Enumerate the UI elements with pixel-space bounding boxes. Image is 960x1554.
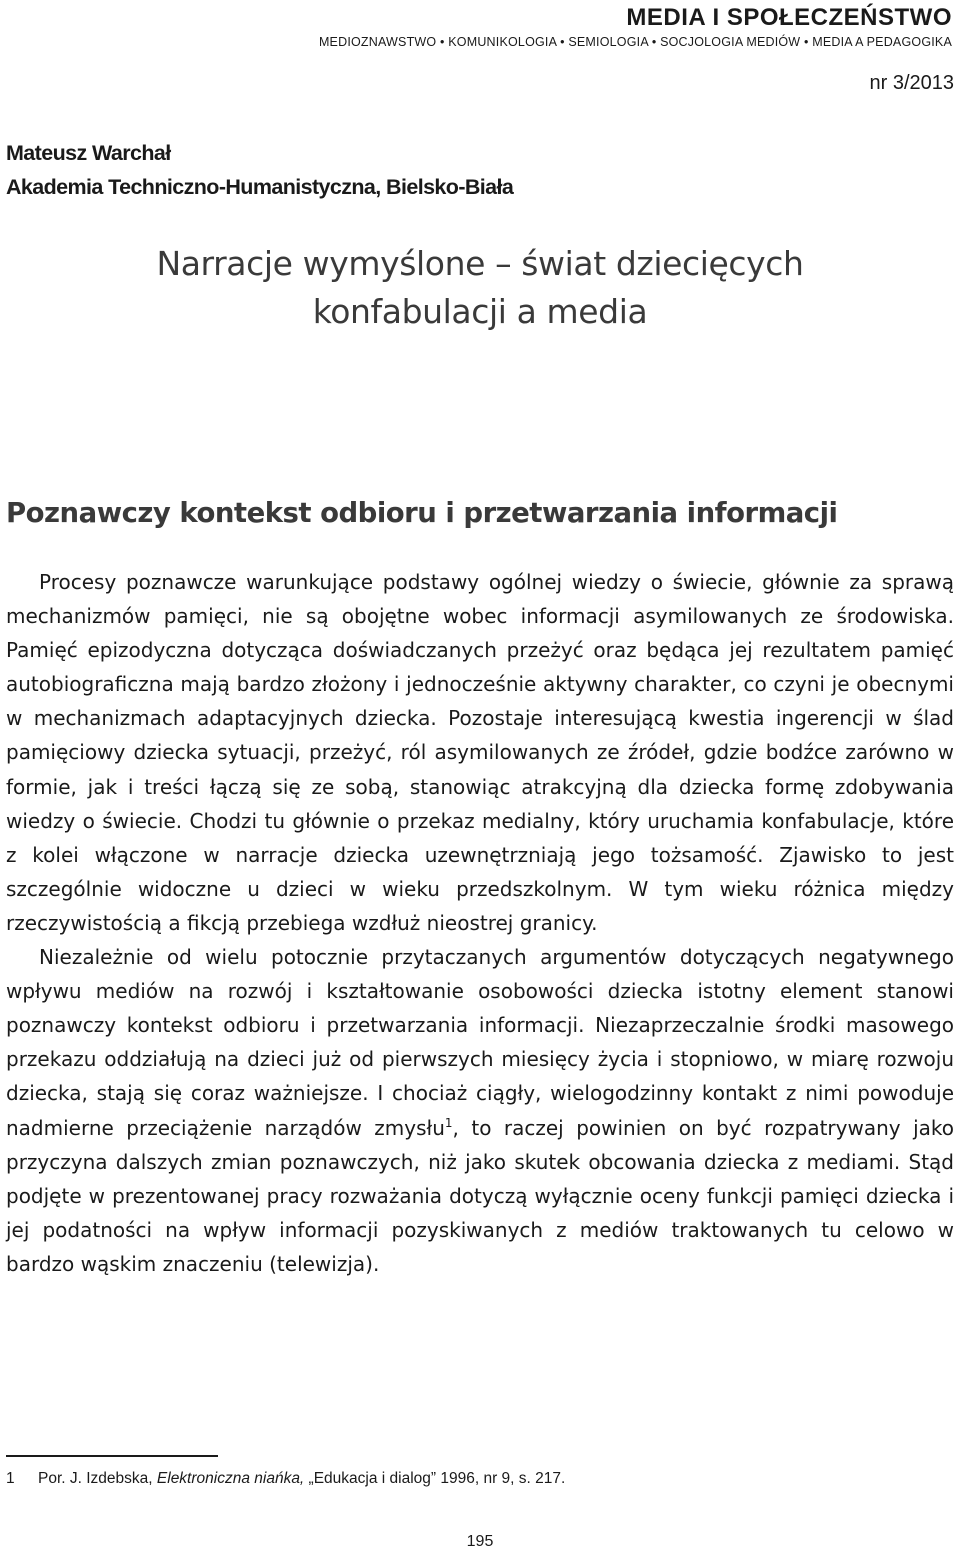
paragraph-1: Procesy poznawcze warunkujące podstawy ogólnej wiedzy o świecie, głównie za sprawą mechanizmów pamięci, nie są obojętne wobec informacji asymilowanych ze środowiska. Pamięć epizodyczna dotycząca doświadczanych przeżyć oraz będąca jej rezultatem pamięć autobiograficzna mają bardzo złożony i jednocześnie aktywny charakter, co czyni je obecnymi w mechanizmach adaptacyjnych dziecka. Pozostaje interesującą kwestia ingerencji w ślad pamięciowy dziecka sytuacji, przeżyć, ról asymilowanych ze źródeł, gdzie bodźce zarówno w formie, jak i treści łączą się ze sobą, stanowiąc atrakcyjną dla dziecka formę zdobywania wiedzy o świecie. Chodzi tu głównie o przekaz medialny, który uruchamia konfabulacje, które z kolei włączone w narracje dziecka uzewnętrzniają jego tożsamość. Zjawisko to jest szczególnie widoczne u dzieci w wieku przedszkolnym. W tym wieku różnica między rzeczywistością a fikcją przebiega wzdłuż nieostrej granicy. bbox=[6, 570, 954, 935]
page-number: 195 bbox=[466, 1533, 494, 1550]
article-body bbox=[6, 565, 954, 1281]
section-heading: Poznawczy kontekst odbioru i przetwarzania informacji bbox=[6, 497, 838, 529]
paragraph-2 bbox=[6, 940, 954, 1281]
article-title-line1: Narracje wymyślone – świat dziecięcych bbox=[156, 244, 804, 283]
journal-title: MEDIA I SPOŁECZEŃSTWO bbox=[626, 4, 952, 31]
footnote-reference[interactable]: 1 bbox=[444, 1115, 453, 1130]
article-title-line2: konfabulacji a media bbox=[312, 292, 648, 331]
author-block bbox=[6, 136, 513, 204]
footnote-text-a: Por. J. Izdebska, bbox=[38, 1470, 157, 1487]
footnote-divider bbox=[6, 1455, 218, 1457]
issue-number: nr 3/2013 bbox=[869, 72, 954, 94]
footnote bbox=[6, 1470, 565, 1488]
footnote-text-b: „Edukacja i dialog” 1996, nr 9, s. 217. bbox=[304, 1470, 566, 1487]
author-name: Mateusz Warchał bbox=[6, 141, 171, 165]
footnote-title-italic: Elektroniczna niańka, bbox=[156, 1470, 305, 1487]
journal-subtitle: MEDIOZNAWSTWO • KOMUNIKOLOGIA • SEMIOLOGIA • SOCJOLOGIA MEDIÓW • MEDIA A PEDAGOGIKA bbox=[318, 35, 952, 49]
paragraph-2-text-a: Niezależnie od wielu potocznie przytaczanych argumentów dotyczących negatywnego wpływu mediów na rozwój i kształtowanie osobowości dziecka istotny element stanowi poznawczy kontekst odbioru i przetwarzania informacji. Niezaprzeczalnie środki masowego przekazu oddziałują na dzieci już od pierwszych miesięcy życia i stopniowo, w miarę rozwoju dziecka, stają się coraz ważniejsze. I chociaż ciągły, wielogodzinny kontakt z nimi powoduje nadmierne przeciążenie narządów zmysłu bbox=[6, 945, 954, 1140]
paragraph-2-text-b: , to raczej powinien on być rozpatrywany jako przyczyna dalszych zmian poznawczych, niż jako skutek obcowania dziecka z mediami. Stąd podjęte w prezentowanej pracy rozważania dotyczą wyłącznie oceny funkcji pamięci dziecka i jej podatności na wpływ informacji pozyskiwanych z mediów traktowanych tu celowo w bardzo wąskim znaczeniu (telewizja). bbox=[6, 1115, 954, 1276]
author-affiliation: Akademia Techniczno-Humanistyczna, Bielsko-Biała bbox=[6, 175, 514, 199]
article-title bbox=[0, 240, 960, 336]
footnote-number: 1 bbox=[6, 1470, 15, 1487]
